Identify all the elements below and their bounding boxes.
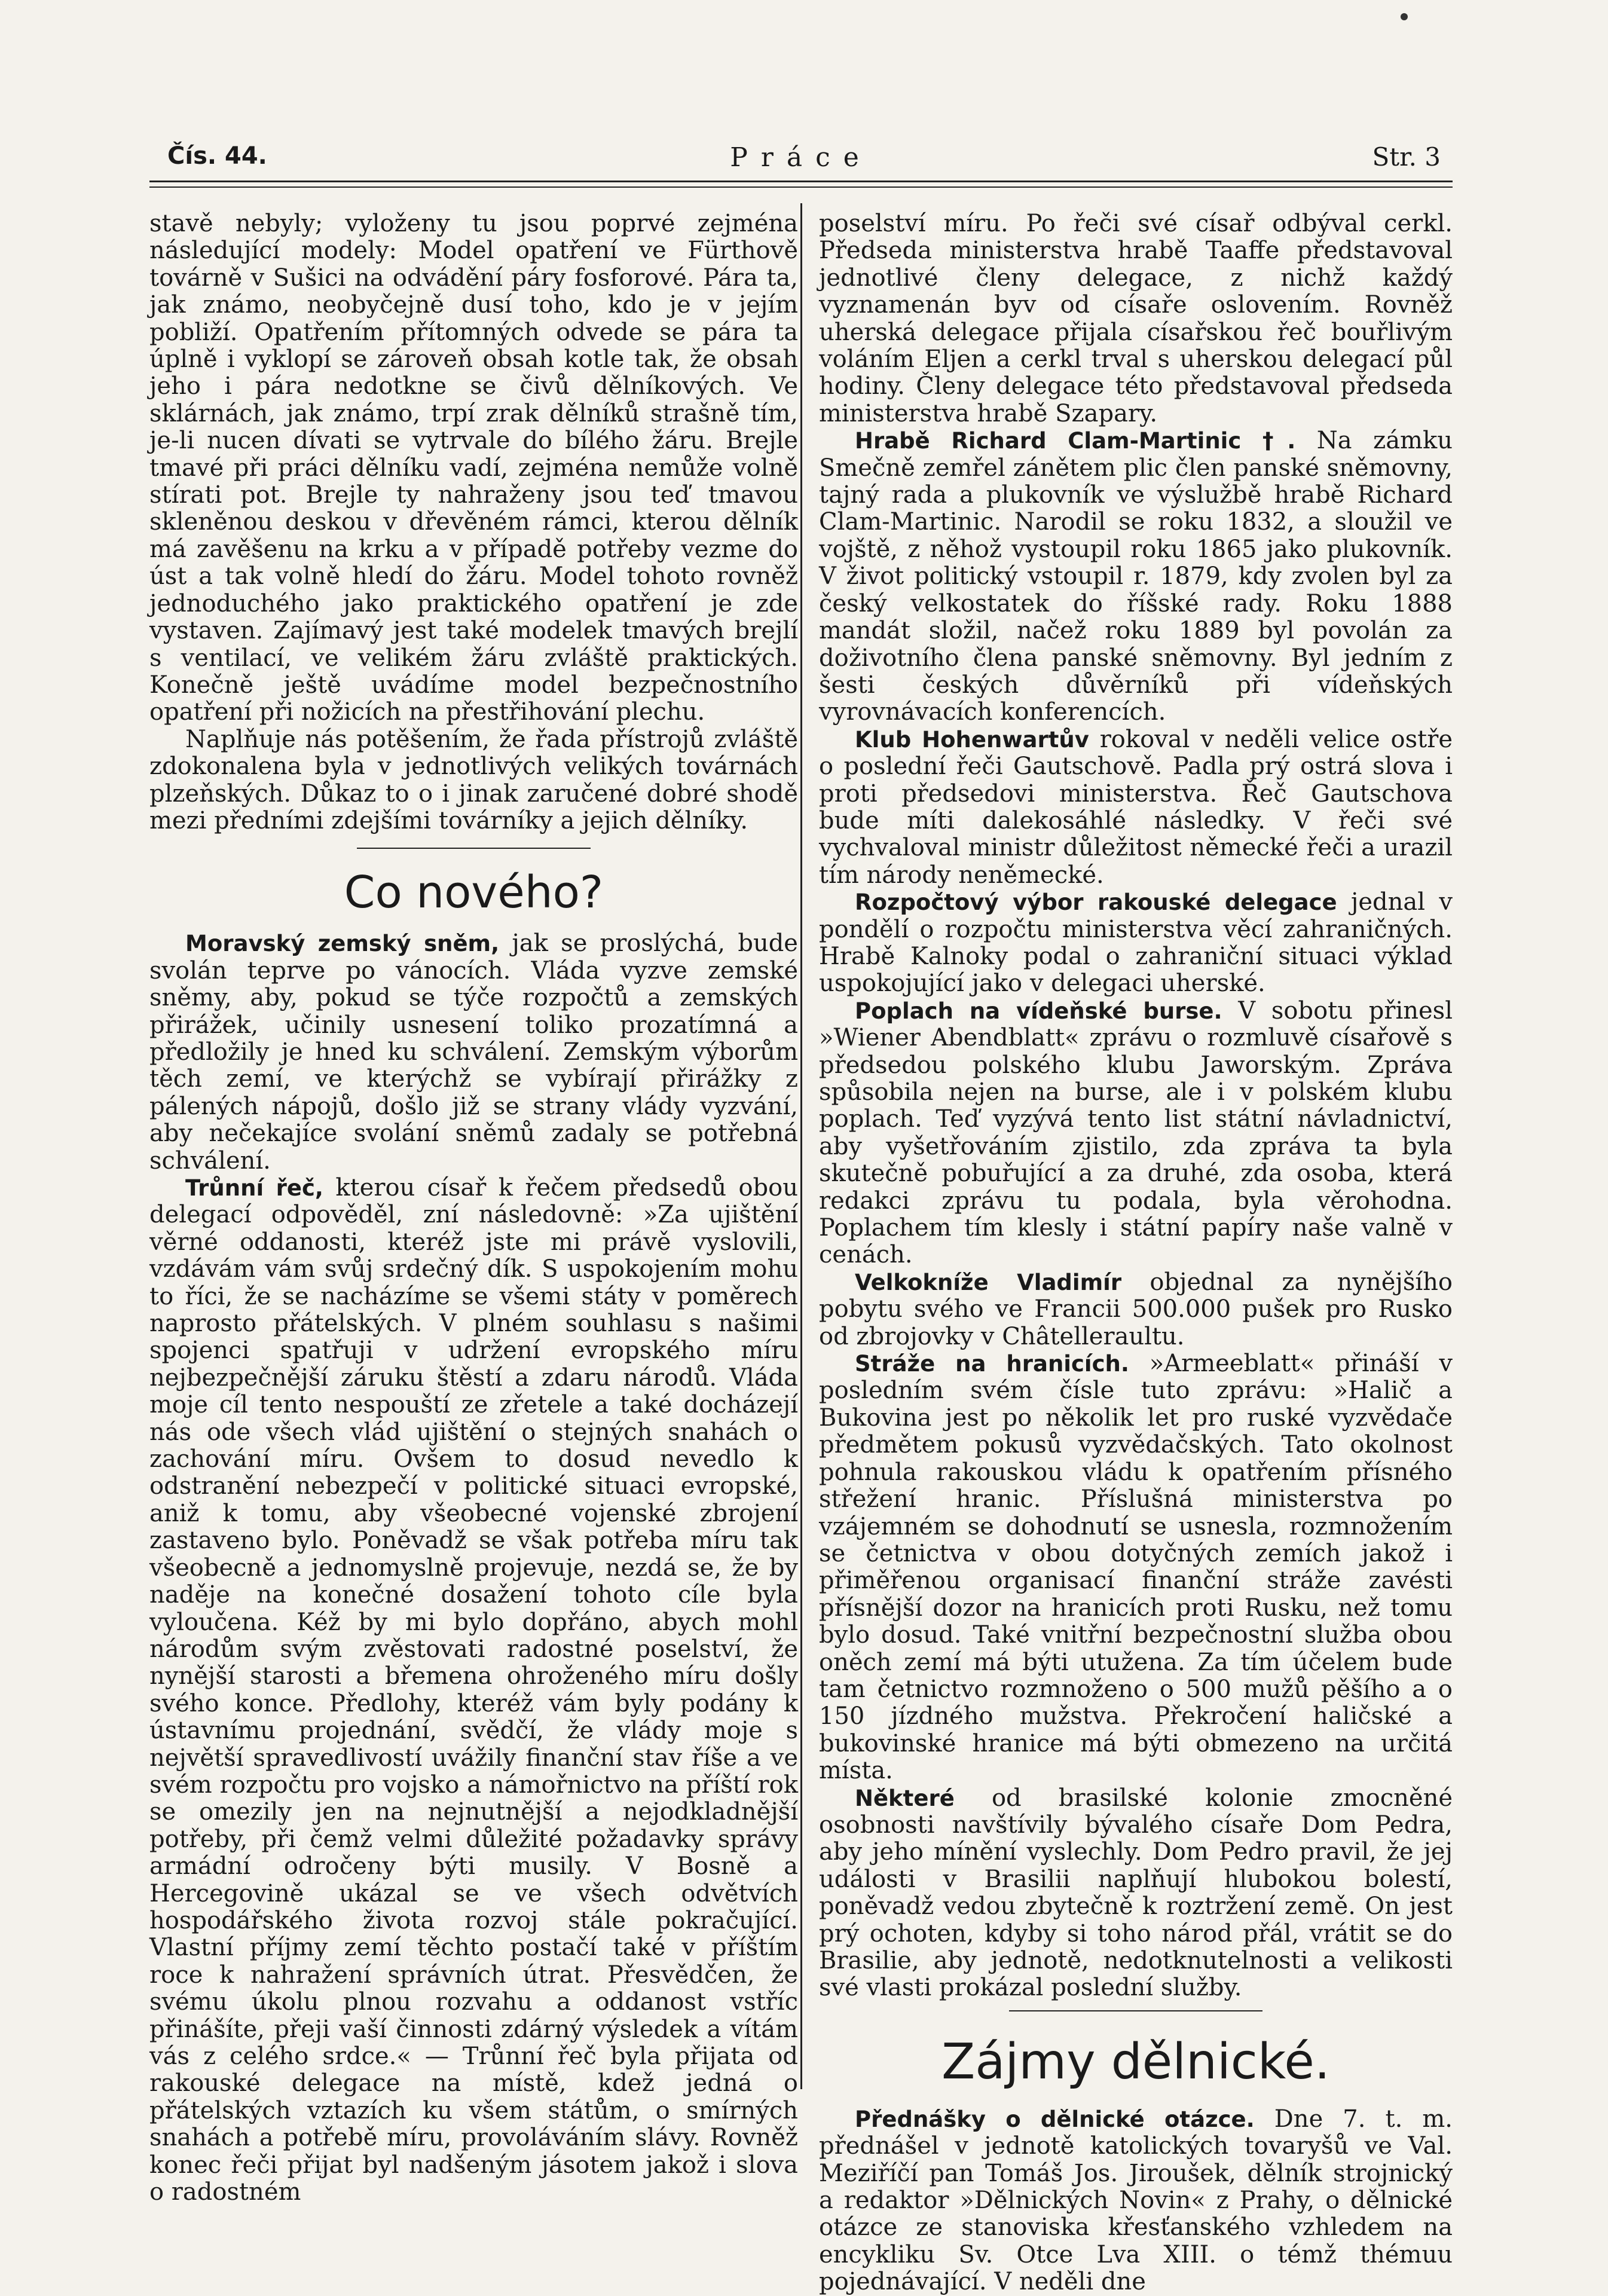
news-item-text: kterou císař k řečem předsedů obou delegací odpověděl, zní následovně: »Za ujištění věrné oddanosti, kteréž jste mi právě vyslovili, vzdávám vám svůj srdečný dík. S uspokojením mohu to říci, že se nacházíme se všemi státy v poměrech naprosto přátelských. V plném souhlasu s našimi spojenci spatřuji v udržení evropského míru nejbezpečnější záruku štěstí a zdaru národů. Vláda moje cíl tento nespouští ze zřetele a také docházejí nás ode všech vlád ujištění o stejných snahách o zachování míru. Ovšem to dosud nevedlo k odstranění nebezpečí v politické situaci evropské, aniž k tomu, aby všeobecné vojenské zbrojení zastaveno bylo. Poněvadž se však potřeba míru tak všeobecně a jednomyslně projevuje, nezdá se, že by naděje na konečné dosažení tohoto cíle byla vyloučena. Kéž by mi bylo dopřáno, abych mohl národům svým zvěstovati radostné poselství, že nynější starosti a břemena ohroženého míru došly svého konce. Předlohy, kteréž vám byly podány k ústavnímu projednání, svědčí, že vlády moje s největší spravedlivostí uvážily finanční stav říše a ve svém rozpočtu pro vojsko a námořnictvo na příští rok se omezily jen na nejnutnější a nejodkladnější potřeby, při čemž velmi důležité požadavky správy armádní odročeny býti musily. V Bosně a Hercegovině ukázal se ve všech odvětvích hospodářského života rozvoj stále pokračující. Vlastní příjmy zemí těchto postačí také v příštím roce k nahražení správních útrat. Přesvědčen, že svému úkolu plnou rozvahu a oddanost vstříc přinášíte, přeji vaší činnosti zdárný výsledek a vítám vás z celého srdce.« — Trůnní řeč byla přijata od rakouské delegace na místě, kdež jedná o přátelských vztazích ku všem státům, o smírných snahách a potřebě míru, provoláváním slávy. Rovněž konec řeči přijat byl nadšeným jásotem jakož i slova o radostném bbox=[149, 1174, 798, 2206]
continuation-paragraph: poselství míru. Po řeči své císař odbýval cerkl. Předseda ministerstva hrabě Taaffe představoval jednotlivé členy delegace, z nichž každý vyznamenán byv od císaře oslovením. Rovněž uherská delegace přijala císařskou řeč bouřlivým voláním Eljen a cerkl trval s uherskou delegací půl hodiny. Členy delegace této představoval předseda ministerstva hrabě Szapary. bbox=[819, 210, 1453, 427]
news-item-text: Na zámku Smečně zemřel zánětem plic člen panské sněmovny, tajný rada a plukovník ve výslužbě hrabě Richard Clam-Martinic. Narodil se roku 1832, a sloužil ve vojště, z něhož vystoupil roku 1865 jako plukovník. V život politický vstoupil r. 1879, kdy zvolen byl za český velkostatek do říšské rady. Roku 1888 mandát složil, načež roku 1889 byl povolán za doživotního člena panské sněmovny. Byl jedním z šesti českých důvěrníků při vídeňských vyrovnávacích konferencích. bbox=[819, 427, 1453, 726]
section-title-worker-interests: Zájmy dělnické. bbox=[941, 2033, 1330, 2090]
header-rule bbox=[149, 181, 1453, 182]
news-item-keyword: Stráže na hranicích. bbox=[855, 1351, 1129, 1377]
news-item-text: jednal v pondělí o rozpočtu ministerstva věcí zahraničných. Hrabě Kalnoky podal o zahraniční situaci výklad uspokojující jako v delegaci uherské. bbox=[819, 888, 1453, 998]
news-item bbox=[819, 889, 1453, 998]
section-separator bbox=[1009, 2010, 1262, 2011]
news-item-keyword: Některé bbox=[855, 1785, 955, 1811]
news-item bbox=[819, 2106, 1453, 2296]
newspaper-title: Práce bbox=[730, 142, 872, 173]
news-item-keyword: Klub Hohenwartův bbox=[855, 726, 1089, 753]
news-item-text: objednal za nynějšího pobytu svého ve Francii 500.000 pušek pro Rusko od zbrojovky v Châtelleraultu. bbox=[819, 1268, 1453, 1350]
news-item bbox=[819, 1269, 1453, 1350]
news-item bbox=[149, 930, 798, 1175]
intro-paragraph: stavě nebyly; vyloženy tu jsou poprvé zejména následující modely: Model opatření ve Fürthově továrně v Sušici na odvádění páry fosforové. Pára ta, jak známo, neobyčejně dusí toho, kdo je v jejím pobliží. Opatřením přítomných odvede se pára ta úplně i vyklopí se zároveň obsah kotle tak, že obsah jeho i pára nedotkne se čivů dělníkových. Ve sklárnách, jak známo, trpí zrak dělníků strašně tím, je-li nucen dívati se vytrvale do bílého žáru. Brejle tmavé při práci dělníku vadí, zejména nemůže volně stírati pot. Brejle ty nahraženy jsou teď tmavou skleněnou deskou v dřevěném rámci, kterou dělník má zavěšenu na krku a v případě potřeby vezme do úst a tak volně hledí do žáru. Model tohoto rovněž jednoduchého jako praktického opatření je zde vystaven. Zajímavý jest také modelek tmavých brejlí s ventilací, ve velikém žáru zvláště praktických. Konečně ještě uvádíme model bezpečnostního opatření při nožicích na přestřihování plechu. bbox=[149, 210, 798, 726]
page-number: Str. 3 bbox=[1372, 142, 1441, 172]
news-item-text: »Armeeblatt« přináší v posledním svém čísle tuto zprávu: »Halič a Bukovina jest po několik let pro ruské vyzvědače předmětem pokusů vyzvědačských. Tato okolnost pohnula rakouskou vládu k opatřením přísného střežení hranic. Příslušná ministerstva po vzájemném se dohodnutí se usnesla, rozmnožením se četnictva v obou dotyčných zemích jakož i přiměřenou organisací finanční stráže zavésti přísnější dozor na hranicích proti Rusku, než tomu bylo dosud. Také vnitřní bezpečnostní služba obou oněch zemí má býti utužena. Za tím účelem bude tam četnictvo rozmnoženo o 500 mužů pěšího a o 150 jízdného mužstva. Překročení haličské a bukovinské hranice má býti obmezeno na určitá místa. bbox=[819, 1350, 1453, 1785]
column-divider bbox=[800, 203, 802, 2089]
intro-paragraph: Naplňuje nás potěšením, že řada přístrojů zvláště zdokonalena byla v jednotlivých velikých továrnách plzeňských. Důkaz to o i jinak zaručené dobré shodě mezi předními zdejšími továrníky a jejich dělníky. bbox=[149, 725, 798, 834]
news-item-keyword: Hrabě Richard Clam-Martinic †. bbox=[855, 428, 1296, 454]
news-item bbox=[819, 726, 1453, 889]
left-column bbox=[149, 210, 798, 2206]
news-item-text: od brasilské kolonie zmocněné osobnosti navštívily bývalého císaře Dom Pedra, aby jeho mínění vyslechly. Dom Pedro pravil, že jej události v Brasilii naplňují hlubokou bolestí, poněvadž vedou zbytečně k roztržení země. On jest prý ochoten, kdyby si toho národ přál, vrátit se do Brasilie, aby jednotě, nedotknutelnosti a velikosti své vlasti prokázal poslední služby. bbox=[819, 1784, 1453, 2002]
news-item-keyword: Trůnní řeč, bbox=[185, 1175, 323, 1201]
news-item bbox=[819, 1785, 1453, 2002]
news-item-text: rokoval v neděli velice ostře o poslední řeči Gautschově. Padla prý ostrá slova i proti předsedovi ministerstva. Řeč Gautschova bude míti dalekosáhlé následky. V řeči své vychvaloval ministr důležitost německé řeči a urazil tím národy neněmecké. bbox=[819, 725, 1453, 889]
news-item-text: V sobotu přinesl »Wiener Abendblatt« zprávu o rozmluvě císařově s předsedou polského klubu Jaworským. Zpráva spůsobila nejen na burse, ale i v polském klubu poplach. Teď vyzývá tento list státní návladnictví, aby vyšetřováním zjistilo, zda zpráva ta byla skutečně pobuřující a za druhé, zda osoba, která redakci zprávu tu podala, byla věrohodna. Poplachem tím klesly i státní papíry naše valně v cenách. bbox=[819, 996, 1453, 1269]
news-item-keyword: Rozpočtový výbor rakouské delegace bbox=[855, 889, 1337, 916]
news-item bbox=[819, 427, 1453, 726]
news-item-text: jak se proslýchá, bude svolán teprve po vánocích. Vláda vyzve zemské sněmy, aby, pokud se týče rozpočtů a zemských přirážek, učinily usnesení toliko prozatímná a předložily je hned ku schválení. Zemským výborům těch zemí, ve kterýchž se vybírají přirážky z pálených nápojů, došlo již se strany vlády vyzvání, aby nečekajíce svolání sněmů zadaly se potřebná schválení. bbox=[149, 930, 798, 1175]
news-item-keyword: Velkokníže Vladimír bbox=[855, 1269, 1122, 1295]
print-speck bbox=[1401, 13, 1408, 20]
news-item bbox=[819, 998, 1453, 1269]
news-item bbox=[819, 1350, 1453, 1785]
header-rule-thin bbox=[149, 187, 1453, 188]
issue-number: Čís. 44. bbox=[167, 142, 267, 170]
section-title-news: Co nového? bbox=[344, 867, 604, 919]
news-item-keyword: Moravský zemský sněm, bbox=[185, 931, 500, 957]
right-column bbox=[819, 210, 1453, 2296]
news-item-keyword: Přednášky o dělnické otázce. bbox=[855, 2106, 1255, 2132]
news-item-keyword: Poplach na vídeňské burse. bbox=[855, 998, 1222, 1024]
news-item bbox=[149, 1175, 798, 2206]
page-header bbox=[149, 142, 1453, 178]
section-separator bbox=[357, 848, 591, 849]
news-item-text: Dne 7. t. m. přednášel v jednotě katolických tovaryšů ve Val. Meziříčí pan Tomáš Jos. Jiroušek, dělník strojnický a redaktor »Dělnických Novin« z Prahy, o dělnické otázce ze stanoviska křesťanského vzhledem na encykliku Sv. Otce Lva XIII. o témž thémuu pojednávající. V neděli dne bbox=[819, 2105, 1453, 2296]
